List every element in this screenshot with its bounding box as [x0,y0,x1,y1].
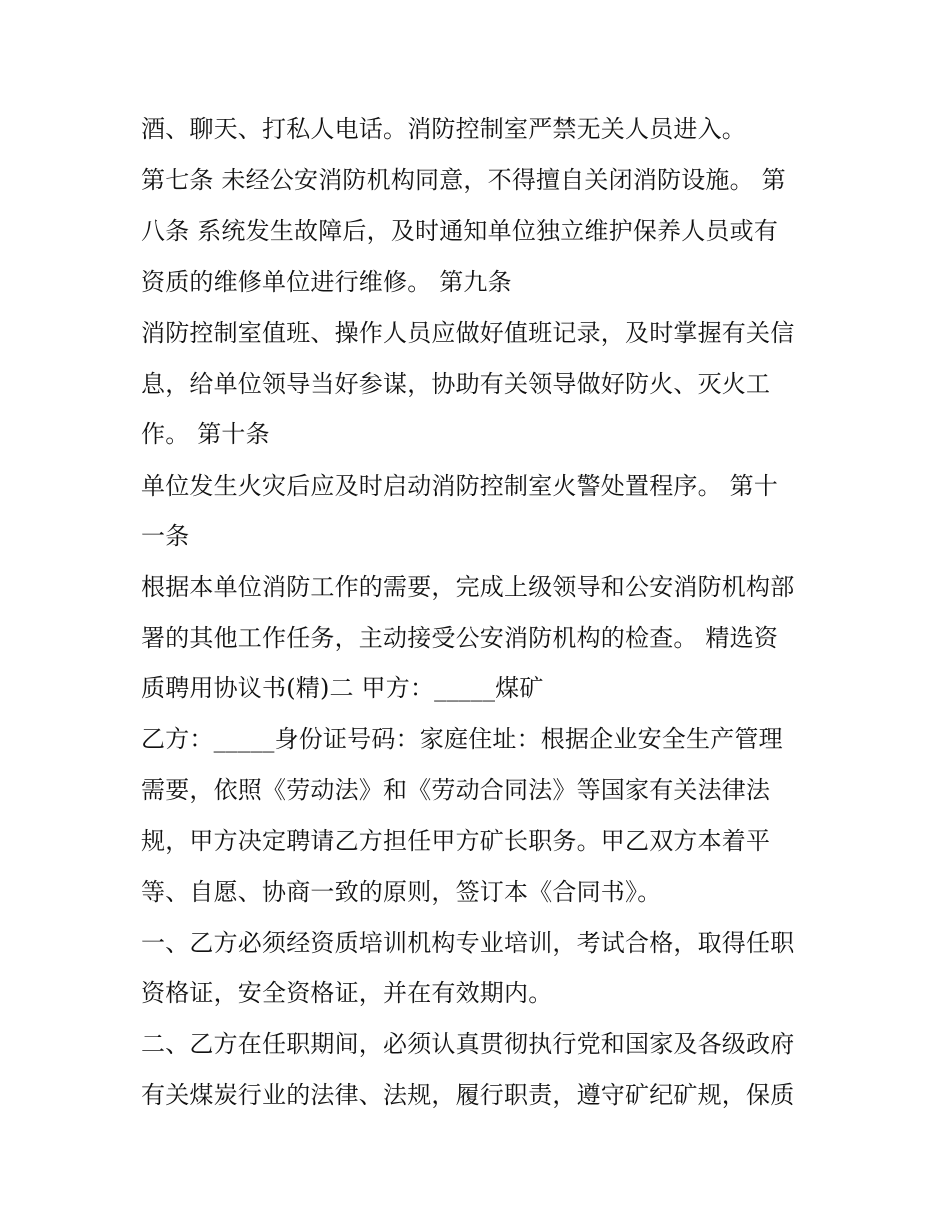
text-line: 第七条 未经公安消防机构同意，不得擅自关闭消防设施。 第 [141,166,786,194]
text-line: 需要，依照《劳动法》和《劳动合同法》等国家有关法律法 [141,776,771,804]
text-line: 质聘用协议书(精)二 甲方：_____煤矿 [141,674,544,702]
text-line: 署的其他工作任务，主动接受公安消防机构的检查。 精选资 [141,624,779,652]
text-line: 消防控制室值班、操作人员应做好值班记录，及时掌握有关信 [141,319,795,347]
text-line: 一、乙方必须经资质培训机构专业培训，考试合格，取得任职 [141,929,795,957]
text-line: 有关煤炭行业的法律、法规，履行职责，遵守矿纪矿规，保质 [141,1081,795,1109]
text-line: 等、自愿、协商一致的原则，签订本《合同书》。 [141,878,662,906]
text-line: 规，甲方决定聘请乙方担任甲方矿长职务。甲乙双方本着平 [141,827,771,855]
text-line: 作。 第十条 [141,420,270,448]
text-line: 息，给单位领导当好参谋，协助有关领导做好防火、灭火工 [141,370,771,398]
text-line: 单位发生火灾后应及时启动消防控制室火警处置程序。 第十 [141,472,779,500]
text-line: 一条 [141,522,190,550]
text-line: 八条 系统发生故障后，及时通知单位独立维护保养人员或有 [141,217,779,245]
text-line: 二、乙方在任职期间，必须认真贯彻执行党和国家及各级政府 [141,1030,795,1058]
text-line: 资质的维修单位进行维修。 第九条 [141,268,512,296]
text-line: 酒、聊天、打私人电话。消防控制室严禁无关人员进入。 [141,115,746,143]
text-line: 根据本单位消防工作的需要，完成上级领导和公安消防机构部 [141,573,795,601]
text-line: 乙方：_____身份证号码：家庭住址：根据企业安全生产管理 [141,725,783,753]
text-line: 资格证，安全资格证，并在有效期内。 [141,979,553,1007]
